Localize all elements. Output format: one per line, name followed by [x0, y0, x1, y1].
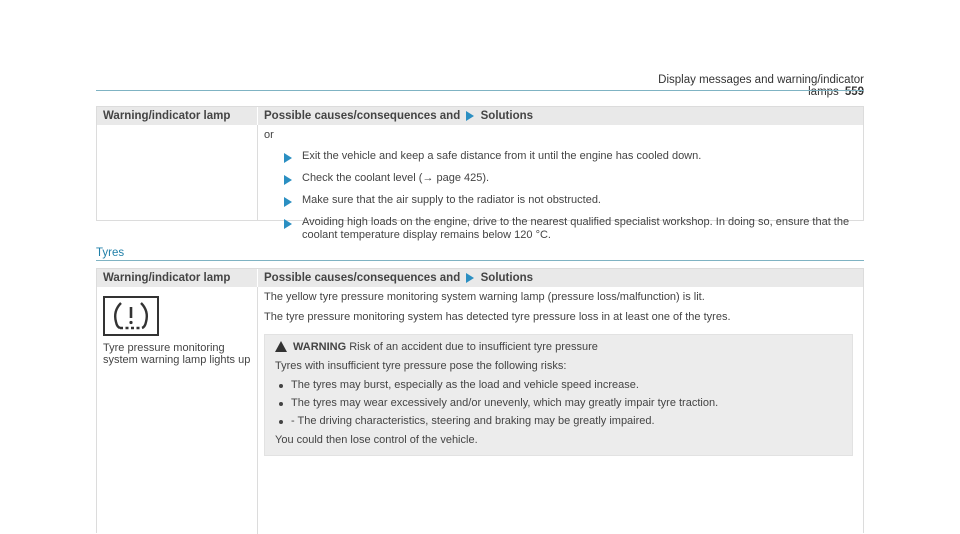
tyre-table: [96, 268, 864, 533]
bullet-icon: [279, 384, 283, 388]
arrow-icon: [284, 175, 292, 185]
arrow-icon: [284, 197, 292, 207]
list-item-text: The tyres may burst, especially as the load and vehicle speed increase.: [291, 379, 639, 391]
col-header-solutions-post: Solutions: [480, 110, 534, 122]
table-header: [97, 107, 863, 125]
warning-triangle-icon: [275, 341, 287, 352]
warning-intro: Tyres with insufficient tyre pressure pose the following risks:: [275, 360, 567, 372]
table-header: [97, 269, 863, 287]
coolant-table: [96, 106, 864, 241]
warning-title: [275, 341, 842, 353]
tyre-pressure-warning-icon: [103, 296, 159, 336]
lamp-caption: Tyre pressure monitoring system warning lamp lights up: [103, 342, 251, 366]
warning-text: Risk of an accident due to insufficient tyre pressure: [349, 341, 598, 353]
lamp-cell: [97, 287, 257, 534]
col-header-lamp: Warning/indicator lamp: [103, 272, 231, 284]
solution-step: [264, 194, 853, 207]
solutions-cell: [257, 287, 863, 534]
table-row: [97, 125, 863, 241]
warning-label: WARNING: [293, 341, 347, 353]
step-text: Avoiding high loads on the engine, drive to the nearest qualified specialist workshop. In doing so, ensure that the coolant temperature display remains below 120 °C.: [302, 216, 850, 241]
list-item-text: - The driving characteristics, steering and braking may be greatly impaired.: [291, 415, 655, 427]
list-item: [275, 379, 842, 391]
warning-box: [264, 334, 853, 456]
solution-step: [264, 172, 853, 185]
intro-text: or: [264, 129, 274, 141]
col-header-lamp: Warning/indicator lamp: [103, 110, 231, 122]
col-header-solutions-pre: Possible causes/consequences and: [264, 110, 461, 122]
solution-step: [264, 216, 853, 242]
col-header-solutions-pre: Possible causes/consequences and: [264, 272, 461, 284]
step-text: Check the coolant level (→ page 425).: [302, 172, 490, 184]
page-header-title: Display messages and warning/indicator lamps: [658, 74, 864, 98]
list-item: [275, 397, 842, 409]
section-title: Tyres: [96, 247, 125, 259]
arrow-icon: [284, 153, 292, 163]
col-header-solutions: [257, 107, 863, 125]
bullet-icon: [279, 420, 283, 424]
arrow-icon: [466, 273, 474, 283]
table-row: [97, 287, 863, 534]
header-divider: [96, 90, 864, 91]
page-number: 559: [844, 86, 864, 98]
lamp-cell: [97, 125, 257, 221]
arrow-icon: [466, 111, 474, 121]
section-divider: [96, 260, 864, 261]
solutions-cell: [257, 125, 863, 241]
bullet-icon: [279, 402, 283, 406]
solution-step: [264, 150, 853, 163]
arrow-icon: [284, 219, 292, 229]
page-header: [614, 74, 864, 98]
step-text: Make sure that the air supply to the radiator is not obstructed.: [302, 194, 601, 206]
warning-closing: You could then lose control of the vehicle.: [275, 434, 478, 446]
description-text: The tyre pressure monitoring system has detected tyre pressure loss in at least one of the tyres.: [264, 311, 731, 323]
col-header-solutions: [257, 269, 863, 287]
list-item: [275, 415, 842, 427]
list-item-text: The tyres may wear excessively and/or unevenly, which may greatly impair tyre traction.: [291, 397, 719, 409]
description-text: The yellow tyre pressure monitoring system warning lamp (pressure loss/malfunction) is lit.: [264, 291, 705, 303]
step-text: Exit the vehicle and keep a safe distance from it until the engine has cooled down.: [302, 150, 702, 162]
col-header-solutions-post: Solutions: [480, 272, 534, 284]
